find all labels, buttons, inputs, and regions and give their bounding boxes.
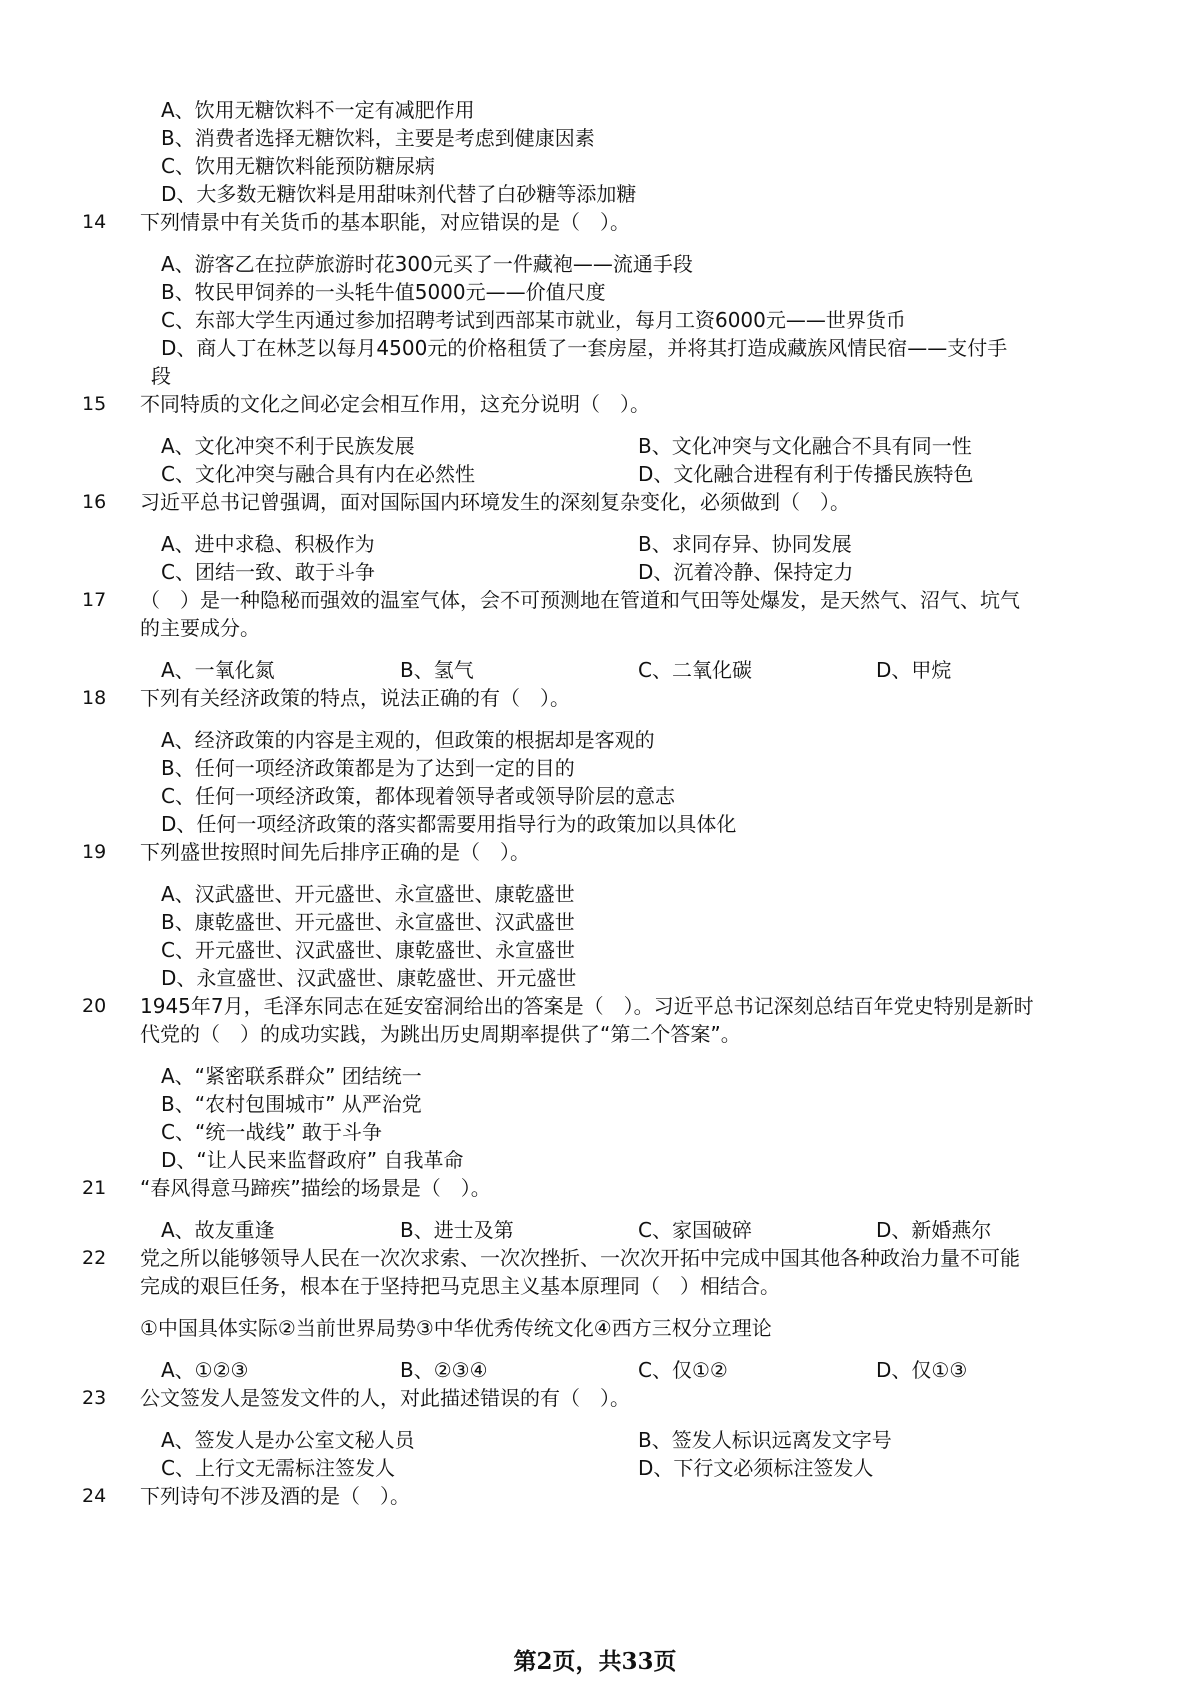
q15-text: 不同特质的文化之间必定会相互作用，这充分说明（ ）。 — [140, 392, 650, 416]
q17-option-b: B、氢气 — [400, 658, 474, 682]
q17-number: 17 — [82, 589, 107, 611]
q16-option-a: A、进中求稳、积极作为 — [161, 532, 375, 556]
q14-number: 14 — [82, 211, 107, 233]
q13-option-c: C、饮用无糖饮料能预防糖尿病 — [161, 154, 435, 178]
q21-option-c: C、家国破碎 — [638, 1218, 752, 1242]
q20-text-line1: 1945年7月，毛泽东同志在延安窑洞给出的答案是（ ）。习近平总书记深刻总结百年党史特别是新时 — [140, 994, 1034, 1018]
q16-option-d: D、沉着冷静、保持定力 — [638, 560, 854, 584]
q15-option-c: C、文化冲突与融合具有内在必然性 — [161, 462, 475, 486]
q23-option-b: B、签发人标识远离发文字号 — [638, 1428, 892, 1452]
q15-option-a: A、文化冲突不利于民族发展 — [161, 434, 415, 458]
q16-option-c: C、团结一致、敢于斗争 — [161, 560, 375, 584]
q19-option-c: C、开元盛世、汉武盛世、康乾盛世、永宣盛世 — [161, 938, 575, 962]
q19-option-b: B、康乾盛世、开元盛世、永宣盛世、汉武盛世 — [161, 910, 575, 934]
q13-option-a: A、饮用无糖饮料不一定有减肥作用 — [161, 98, 475, 122]
q24-number: 24 — [82, 1485, 107, 1507]
q18-number: 18 — [82, 687, 107, 709]
q17-option-c: C、二氧化碳 — [638, 658, 752, 682]
q19-number: 19 — [82, 841, 107, 863]
q17-text-line2: 的主要成分。 — [140, 616, 260, 640]
q15-option-b: B、文化冲突与文化融合不具有同一性 — [638, 434, 972, 458]
q17-option-a: A、一氧化氮 — [161, 658, 275, 682]
q14-option-c: C、东部大学生丙通过参加招聘考试到西部某市就业，每月工资6000元——世界货币 — [161, 308, 906, 332]
q20-text-line2: 代党的（ ）的成功实践，为跳出历史周期率提供了“第二个答案”。 — [140, 1022, 741, 1046]
q18-option-c: C、任何一项经济政策，都体现着领导者或领导阶层的意志 — [161, 784, 675, 808]
q14-option-d-wrap: 段 — [151, 364, 171, 388]
q16-number: 16 — [82, 491, 107, 513]
q21-option-d: D、新婚燕尔 — [876, 1218, 992, 1242]
q20-option-a: A、“紧密联系群众” 团结统一 — [161, 1064, 422, 1088]
q17-text-line1: （ ）是一种隐秘而强效的温室气体，会不可预测地在管道和气田等处爆发，是天然气、沼气、坑气 — [140, 588, 1020, 612]
q18-text: 下列有关经济政策的特点，说法正确的有（ ）。 — [140, 686, 570, 710]
q19-option-d: D、永宣盛世、汉武盛世、康乾盛世、开元盛世 — [161, 966, 577, 990]
page-footer: 第2页，共33页 — [513, 1648, 677, 1675]
q18-option-d: D、任何一项经济政策的落实都需要用指导行为的政策加以具体化 — [161, 812, 737, 836]
q19-text: 下列盛世按照时间先后排序正确的是（ ）。 — [140, 840, 530, 864]
q23-option-c: C、上行文无需标注签发人 — [161, 1456, 395, 1480]
q24-text: 下列诗句不涉及酒的是（ ）。 — [140, 1484, 410, 1508]
q18-option-a: A、经济政策的内容是主观的，但政策的根据却是客观的 — [161, 728, 655, 752]
q21-option-b: B、进士及第 — [400, 1218, 514, 1242]
q22-option-a: A、①②③ — [161, 1358, 249, 1382]
q21-text: “春风得意马蹄疾”描绘的场景是（ ）。 — [140, 1176, 491, 1200]
q22-text-line2: 完成的艰巨任务，根本在于坚持把马克思主义基本原理同（ ）相结合。 — [140, 1274, 780, 1298]
q22-option-d: D、仅①③ — [876, 1358, 968, 1382]
q13-option-b: B、消费者选择无糖饮料，主要是考虑到健康因素 — [161, 126, 595, 150]
q23-number: 23 — [82, 1387, 107, 1409]
q23-option-d: D、下行文必须标注签发人 — [638, 1456, 874, 1480]
q23-option-a: A、签发人是办公室文秘人员 — [161, 1428, 415, 1452]
q16-text: 习近平总书记曾强调，面对国际国内环境发生的深刻复杂变化，必须做到（ ）。 — [140, 490, 850, 514]
q22-number: 22 — [82, 1247, 107, 1269]
q21-option-a: A、故友重逢 — [161, 1218, 275, 1242]
q14-option-d: D、商人丁在林芝以每月4500元的价格租赁了一套房屋，并将其打造成藏族风情民宿——支付手 — [161, 336, 1008, 360]
q22-option-c: C、仅①② — [638, 1358, 728, 1382]
q20-number: 20 — [82, 995, 107, 1017]
q17-option-d: D、甲烷 — [876, 658, 952, 682]
q21-number: 21 — [82, 1177, 107, 1199]
q19-option-a: A、汉武盛世、开元盛世、永宣盛世、康乾盛世 — [161, 882, 575, 906]
q22-option-b: B、②③④ — [400, 1358, 488, 1382]
q14-text: 下列情景中有关货币的基本职能，对应错误的是（ ）。 — [140, 210, 630, 234]
q22-stem: ①中国具体实际②当前世界局势③中华优秀传统文化④西方三权分立理论 — [140, 1316, 772, 1340]
q15-number: 15 — [82, 393, 107, 415]
q22-text-line1: 党之所以能够领导人民在一次次求索、一次次挫折、一次次开拓中完成中国其他各种政治力量不可能 — [140, 1246, 1020, 1270]
q20-option-d: D、“让人民来监督政府” 自我革命 — [161, 1148, 464, 1172]
q14-option-a: A、游客乙在拉萨旅游时花300元买了一件藏袍——流通手段 — [161, 252, 693, 276]
q23-text: 公文签发人是签发文件的人，对此描述错误的有（ ）。 — [140, 1386, 630, 1410]
q15-option-d: D、文化融合进程有利于传播民族特色 — [638, 462, 974, 486]
q20-option-c: C、“统一战线” 敢于斗争 — [161, 1120, 383, 1144]
q20-option-b: B、“农村包围城市” 从严治党 — [161, 1092, 422, 1116]
q18-option-b: B、任何一项经济政策都是为了达到一定的目的 — [161, 756, 575, 780]
q13-option-d: D、大多数无糖饮料是用甜味剂代替了白砂糖等添加糖 — [161, 182, 637, 206]
q16-option-b: B、求同存异、协同发展 — [638, 532, 852, 556]
q14-option-b: B、牧民甲饲养的一头牦牛值5000元——价值尺度 — [161, 280, 606, 304]
